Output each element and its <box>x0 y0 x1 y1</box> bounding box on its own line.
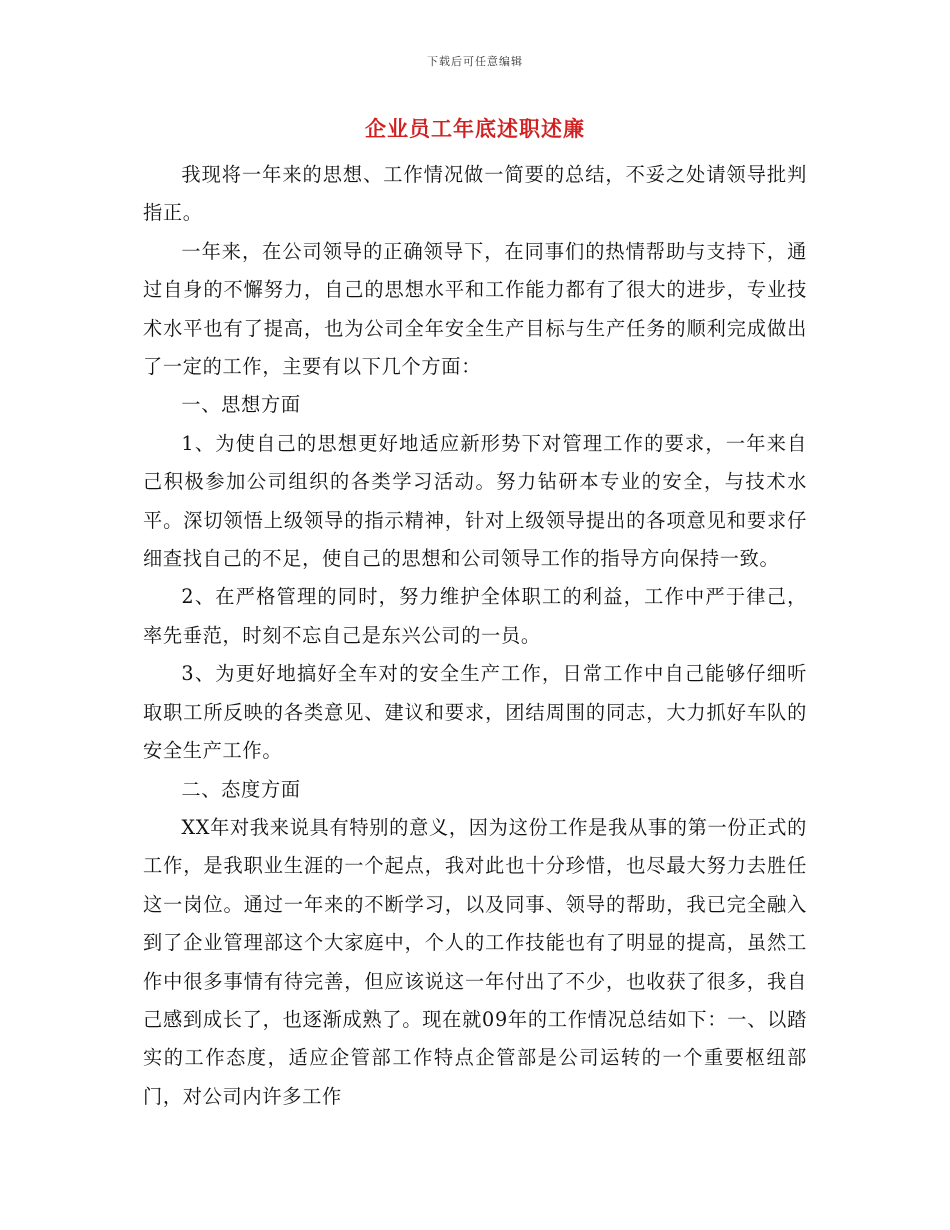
paragraph-overview: 一年来，在公司领导的正确领导下，在同事们的热情帮助与支持下，通过自身的不懈努力，自己的思想水平和工作能力都有了很大的进步，专业技术水平也有了提高，也为公司全年安全生产目标与生产任务的顺利完成做出了一定的工作，主要有以下几个方面： <box>143 239 807 379</box>
section-heading-attitude: 二、态度方面 <box>181 777 301 801</box>
paragraph-intro: 我现将一年来的思想、工作情况做一简要的总结，不妥之处请领导批判指正。 <box>143 163 807 225</box>
section-heading-thought: 一、思想方面 <box>181 393 301 417</box>
header-note: 下载后可任意编辑 <box>427 55 523 68</box>
document-title: 企业员工年底述职述廉 <box>365 116 585 141</box>
document-body <box>143 156 807 1116</box>
paragraph-attitude: XX年对我来说具有特别的意义，因为这份工作是我从事的第一份正式的工作，是我职业生涯的一个起点，我对此也十分珍惜，也尽最大努力去胜任这一岗位。通过一年来的不断学习，以及同事、领导的帮助，我已完全融入到了企业管理部这个大家庭中，个人的工作技能也有了明显的提高，虽然工作中很多事情有待完善，但应该说这一年付出了不少，也收获了很多，我自己感到成长了，也逐渐成熟了。现在就09年的工作情况总结如下：一、以踏实的工作态度，适应企管部工作特点企管部是公司运转的一个重要枢纽部门，对公司内许多工作 <box>143 815 807 1108</box>
paragraph-thought-3: 3、为更好地搞好全车对的安全生产工作，日常工作中自己能够仔细听取职工所反映的各类意见、建议和要求，团结周围的同志，大力抓好车队的安全生产工作。 <box>143 662 807 763</box>
paragraph-thought-2: 2、在严格管理的同时，努力维护全体职工的利益，工作中严于律己，率先垂范，时刻不忘自己是东兴公司的一员。 <box>143 585 807 647</box>
paragraph-thought-1: 1、为使自己的思想更好地适应新形势下对管理工作的要求，一年来自己积极参加公司组织的各类学习活动。努力钻研本专业的安全，与技术水平。深切领悟上级领导的指示精神，针对上级领导提出的各项意见和要求仔细查找自己的不足，使自己的思想和公司领导工作的指导方向保持一致。 <box>143 431 807 571</box>
